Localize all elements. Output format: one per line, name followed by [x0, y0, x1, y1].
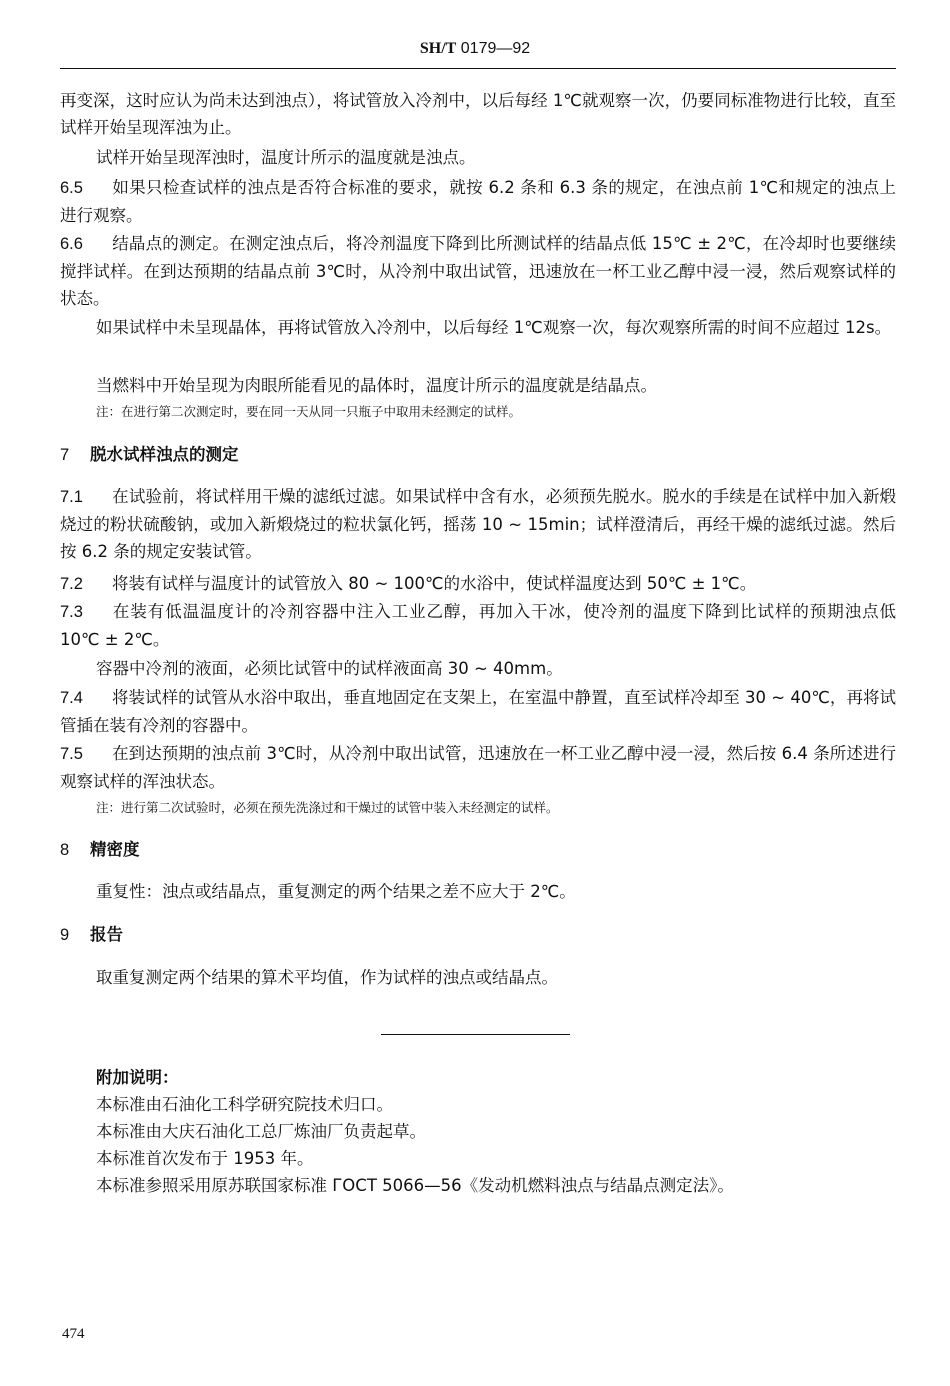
- clause-number: 7.3: [60, 603, 83, 621]
- page-number: 474: [62, 1326, 85, 1342]
- section-9-heading: [60, 921, 896, 949]
- paragraph-crystal-check: 如果试样中未呈现晶体，再将试管放入冷剂中，以后每经 1℃观察一次，每次观察所需的时间不应超过 12s。: [96, 318, 892, 337]
- section-title: 精密度: [90, 840, 140, 859]
- additional-line: 本标准由大庆石油化工总厂炼油厂负责起草。: [96, 1122, 426, 1141]
- clause-number: 7.2: [60, 575, 83, 593]
- additional-line: 本标准由石油化工科学研究院技术归口。: [96, 1095, 393, 1114]
- section-number: 9: [60, 926, 70, 944]
- clause-7-4: [60, 684, 896, 739]
- additional-notes: [96, 1064, 896, 1199]
- header-rule: [60, 68, 896, 69]
- clause-7-5: [60, 740, 896, 795]
- note-1: 注：在进行第二次测定时，要在同一天从同一只瓶子中取用未经测定的试样。: [96, 404, 522, 419]
- standard-code: SH/T: [419, 40, 457, 57]
- clause-text: 将装试样的试管从水浴中取出，垂直地固定在支架上，在室温中静置，直至试样冷却至 30 ~ 40℃，再将试管插在装有冷剂的容器中。: [60, 688, 896, 735]
- section-title: 脱水试样浊点的测定: [90, 445, 239, 464]
- paragraph-crystal-point: 当燃料中开始呈现为肉眼所能看见的晶体时，温度计所示的温度就是结晶点。: [96, 376, 657, 395]
- paragraph-cloud-point: 试样开始呈现浑浊时，温度计所示的温度就是浊点。: [96, 148, 476, 167]
- paragraph-report: 取重复测定两个结果的算术平均值，作为试样的浊点或结晶点。: [96, 968, 558, 987]
- end-rule: [381, 1034, 570, 1035]
- clause-text: 在到达预期的浊点前 3℃时，从冷剂中取出试管，迅速放在一杯工业乙醇中浸一浸，然后按 6.4 条所述进行观察试样的浑浊状态。: [60, 744, 896, 791]
- standard-number: 0179—92: [460, 40, 531, 57]
- additional-line: 本标准参照采用原苏联国家标准 ГОСТ 5066—56《发动机燃料浊点与结晶点测定法》。: [96, 1176, 734, 1195]
- additional-notes-title: 附加说明：: [96, 1068, 179, 1087]
- section-8-heading: [60, 836, 896, 864]
- paragraph-coolant-level: 容器中冷剂的液面，必须比试管中的试样液面高 30 ~ 40mm。: [96, 659, 563, 678]
- clause-number: 7.5: [60, 745, 83, 763]
- section-number: 7: [60, 446, 70, 464]
- clause-text: 将装有试样与温度计的试管放入 80 ~ 100℃的水浴中，使试样温度达到 50℃ ± 1℃。: [112, 574, 757, 593]
- section-title: 报告: [90, 925, 123, 944]
- clause-text: 在试验前，将试样用干燥的滤纸过滤。如果试样中含有水，必须预先脱水。脱水的手续是在试样中加入新煅烧过的粉状硫酸钠，或加入新煅烧过的粒状氯化钙，摇荡 10 ~ 15min；试样澄清后，再经干燥的滤纸过滤。然后按 6.2 条的规定安装试管。: [60, 487, 896, 561]
- additional-line: 本标准首次发布于 1953 年。: [96, 1149, 314, 1168]
- clause-6-6: [60, 230, 896, 312]
- paragraph-precision: 重复性：浊点或结晶点，重复测定的两个结果之差不应大于 2℃。: [96, 882, 576, 901]
- clause-7-1: [60, 483, 896, 565]
- clause-number: 6.6: [60, 235, 83, 253]
- section-number: 8: [60, 841, 70, 859]
- page-header: [0, 40, 950, 58]
- section-7-heading: [60, 441, 896, 469]
- paragraph-continued: 再变深，这时应认为尚未达到浊点），将试管放入冷剂中，以后每经 1℃就观察一次，仍要同标准物进行比较，直至试样开始呈现浑浊为止。: [60, 91, 896, 137]
- clause-7-2: [60, 570, 896, 598]
- clause-7-3: [60, 598, 896, 653]
- clause-number: 7.4: [60, 689, 83, 707]
- note-2: 注：进行第二次试验时，必须在预先洗涤过和干燥过的试管中装入未经测定的试样。: [96, 800, 559, 815]
- clause-text: 如果只检查试样的浊点是否符合标准的要求，就按 6.2 条和 6.3 条的规定，在浊点前 1℃和规定的浊点上进行观察。: [60, 178, 896, 225]
- clause-text: 结晶点的测定。在测定浊点后，将冷剂温度下降到比所测试样的结晶点低 15℃ ± 2℃，在冷却时也要继续搅拌试样。在到达预期的结晶点前 3℃时，从冷剂中取出试管，迅速放在一杯工业乙醇中浸一浸，然后观察试样的状态。: [60, 234, 896, 308]
- clause-number: 7.1: [60, 488, 83, 506]
- clause-6-5: [60, 174, 896, 229]
- clause-number: 6.5: [60, 179, 83, 197]
- clause-text: 在装有低温温度计的冷剂容器中注入工业乙醇，再加入干冰，使冷剂的温度下降到比试样的预期浊点低 10℃ ± 2℃。: [60, 602, 896, 649]
